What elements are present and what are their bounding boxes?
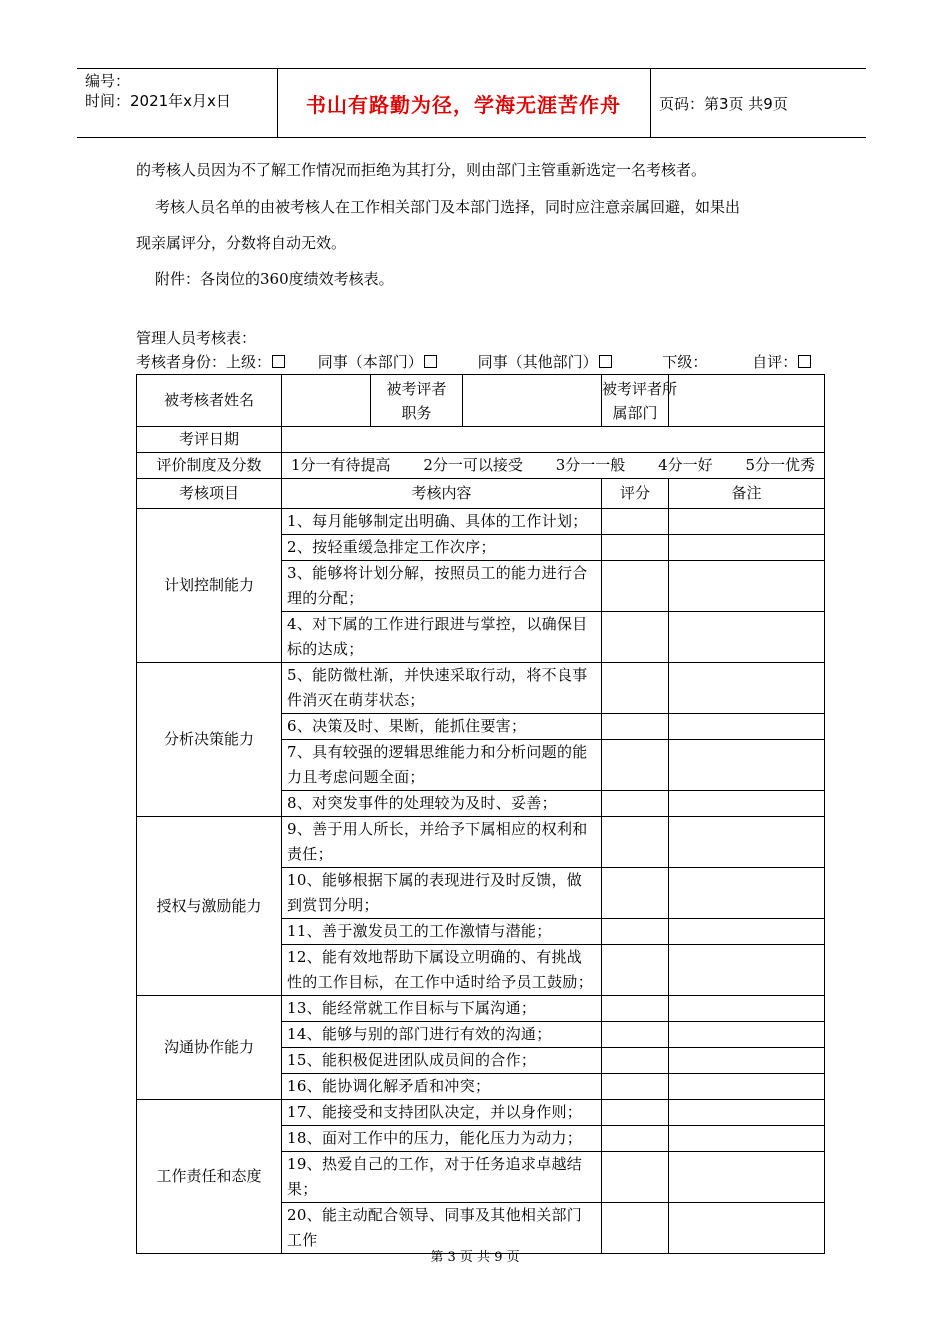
score-cell[interactable] — [602, 1048, 669, 1074]
checkbox-self[interactable] — [798, 355, 811, 368]
note-cell[interactable] — [669, 509, 825, 535]
position-value-cell[interactable] — [463, 375, 602, 427]
criteria-item: 14、能够与别的部门进行有效的沟通； — [282, 1022, 602, 1048]
grade-1: 1分一有待提高 — [291, 456, 391, 474]
criteria-item: 9、善于用人所长，并给予下属相应的权利和责任； — [282, 817, 602, 868]
note-cell[interactable] — [669, 1048, 825, 1074]
criteria-item: 5、能防微杜渐，并快速采取行动，将不良事件消灭在萌芽状态； — [282, 663, 602, 714]
score-cell[interactable] — [602, 1152, 669, 1203]
score-cell[interactable] — [602, 612, 669, 663]
table-title: 管理人员考核表： — [136, 329, 257, 347]
criteria-item: 13、能经常就工作目标与下属沟通； — [282, 996, 602, 1022]
criteria-item: 8、对突发事件的处理较为及时、妥善； — [282, 791, 602, 817]
grade-4: 4分一好 — [658, 456, 713, 474]
col-item-header: 考核项目 — [137, 479, 282, 509]
identity-colleague-other: 同事（其他部门） — [477, 353, 598, 371]
score-cell[interactable] — [602, 663, 669, 714]
score-cell[interactable] — [602, 561, 669, 612]
name-label: 被考核者姓名 — [137, 375, 282, 427]
paragraph-4: 附件：各岗位的360度绩效考核表。 — [155, 270, 394, 288]
note-cell[interactable] — [669, 1022, 825, 1048]
dept-label-line-1: 被考评者所 — [602, 379, 678, 398]
note-cell[interactable] — [669, 919, 825, 945]
checkbox-colleague-other[interactable] — [599, 355, 612, 368]
page-footer: 第 3 页 共 9 页 — [430, 1250, 520, 1265]
score-cell[interactable] — [602, 868, 669, 919]
score-cell[interactable] — [602, 919, 669, 945]
table-row — [137, 817, 825, 868]
score-cell[interactable] — [602, 1074, 669, 1100]
criteria-item: 12、能有效地帮助下属设立明确的、有挑战性的工作目标，在工作中适时给予员工鼓励； — [282, 945, 602, 996]
grade-5: 5分一优秀 — [745, 456, 815, 474]
table-header-row — [137, 479, 825, 509]
identity-self: 自评： — [752, 353, 798, 371]
score-cell[interactable] — [602, 791, 669, 817]
evaluation-table — [136, 374, 825, 1254]
criteria-group-label: 授权与激励能力 — [137, 817, 282, 996]
date-label: 考评日期 — [137, 427, 282, 453]
criteria-item: 6、决策及时、果断，能抓住要害； — [282, 714, 602, 740]
criteria-group-label: 沟通协作能力 — [137, 996, 282, 1100]
note-cell[interactable] — [669, 663, 825, 714]
criteria-item: 18、面对工作中的压力，能化压力为动力； — [282, 1126, 602, 1152]
criteria-item: 16、能协调化解矛盾和冲突； — [282, 1074, 602, 1100]
paragraph-2: 考核人员名单的由被考核人在工作相关部门及本部门选择，同时应注意亲属回避，如果出 — [155, 198, 741, 216]
dept-label-line-2: 属部门 — [612, 403, 658, 422]
identity-subordinate: 下级： — [662, 353, 708, 371]
criteria-item: 11、善于激发员工的工作激情与潜能； — [282, 919, 602, 945]
criteria-item: 2、按轻重缓急排定工作次序； — [282, 535, 602, 561]
position-label-line-1: 被考评者 — [386, 379, 447, 398]
col-note-header: 备注 — [669, 479, 825, 509]
info-row-name — [137, 375, 825, 427]
note-cell[interactable] — [669, 1074, 825, 1100]
paragraph-3: 现亲属评分，分数将自动无效。 — [136, 234, 347, 252]
scoring-grades — [282, 453, 825, 479]
note-cell[interactable] — [669, 996, 825, 1022]
criteria-item: 15、能积极促进团队成员间的合作； — [282, 1048, 602, 1074]
header-motto: 书山有路勤为径，学海无涯苦作舟 — [277, 69, 651, 137]
score-cell[interactable] — [602, 1126, 669, 1152]
note-cell[interactable] — [669, 1100, 825, 1126]
evaluator-identity-row — [136, 351, 816, 373]
criteria-item: 17、能接受和支持团队决定，并以身作则； — [282, 1100, 602, 1126]
note-cell[interactable] — [669, 740, 825, 791]
table-row — [137, 509, 825, 535]
criteria-item: 1、每月能够制定出明确、具体的工作计划； — [282, 509, 602, 535]
score-cell[interactable] — [602, 996, 669, 1022]
criteria-item: 20、能主动配合领导、同事及其他相关部门工作 — [282, 1203, 602, 1254]
note-cell[interactable] — [669, 945, 825, 996]
position-label — [371, 375, 463, 427]
grade-3: 3分一一般 — [555, 456, 626, 474]
note-cell[interactable] — [669, 791, 825, 817]
header-page-code: 页码：第3页 共9页 — [659, 94, 788, 113]
table-row — [137, 663, 825, 714]
paragraph-1: 的考核人员因为不了解工作情况而拒绝为其打分，则由部门主管重新选定一名考核者。 — [136, 161, 707, 179]
note-cell[interactable] — [669, 714, 825, 740]
checkbox-superior[interactable] — [272, 355, 285, 368]
identity-superior-label: 考核者身份：上级： — [136, 353, 272, 371]
note-cell[interactable] — [669, 535, 825, 561]
criteria-item: 3、能够将计划分解，按照员工的能力进行合理的分配； — [282, 561, 602, 612]
score-cell[interactable] — [602, 740, 669, 791]
criteria-body — [137, 509, 825, 1254]
note-cell[interactable] — [669, 1126, 825, 1152]
criteria-group-label: 分析决策能力 — [137, 663, 282, 817]
score-cell[interactable] — [602, 817, 669, 868]
serial-label: 编号： — [85, 72, 131, 90]
col-score-header: 评分 — [602, 479, 669, 509]
table-row — [137, 1100, 825, 1126]
note-cell[interactable] — [669, 868, 825, 919]
criteria-item: 10、能够根据下属的表现进行及时反馈，做到赏罚分明； — [282, 868, 602, 919]
checkbox-colleague-dept[interactable] — [424, 355, 437, 368]
score-cell[interactable] — [602, 1022, 669, 1048]
score-cell[interactable] — [602, 714, 669, 740]
score-cell[interactable] — [602, 509, 669, 535]
score-cell[interactable] — [602, 945, 669, 996]
criteria-item: 19、热爱自己的工作，对于任务追求卓越结果； — [282, 1152, 602, 1203]
position-label-line-2: 职务 — [401, 403, 432, 422]
header-meta — [77, 69, 278, 137]
note-cell[interactable] — [669, 612, 825, 663]
criteria-item: 7、具有较强的逻辑思维能力和分析问题的能力且考虑问题全面； — [282, 740, 602, 791]
time-label: 时间：2021年x月x日 — [85, 92, 231, 110]
col-content-header: 考核内容 — [282, 479, 602, 509]
date-value-cell[interactable] — [282, 427, 825, 453]
score-cell[interactable] — [602, 535, 669, 561]
dept-value-cell[interactable] — [669, 375, 825, 427]
note-cell[interactable] — [669, 1152, 825, 1203]
note-cell[interactable] — [669, 817, 825, 868]
page-header — [77, 68, 866, 138]
criteria-group-label: 工作责任和态度 — [137, 1100, 282, 1254]
note-cell[interactable] — [669, 561, 825, 612]
dept-label — [602, 375, 678, 427]
criteria-group-label: 计划控制能力 — [137, 509, 282, 663]
name-value-cell[interactable] — [282, 375, 371, 427]
grade-2: 2分一可以接受 — [423, 456, 523, 474]
info-row-date — [137, 427, 825, 453]
identity-colleague-dept: 同事（本部门） — [317, 353, 423, 371]
table-row — [137, 996, 825, 1022]
score-cell[interactable] — [602, 1100, 669, 1126]
criteria-item: 4、对下属的工作进行跟进与掌控，以确保目标的达成； — [282, 612, 602, 663]
scoring-label: 评价制度及分数 — [137, 453, 282, 479]
info-row-scoring — [137, 453, 825, 479]
